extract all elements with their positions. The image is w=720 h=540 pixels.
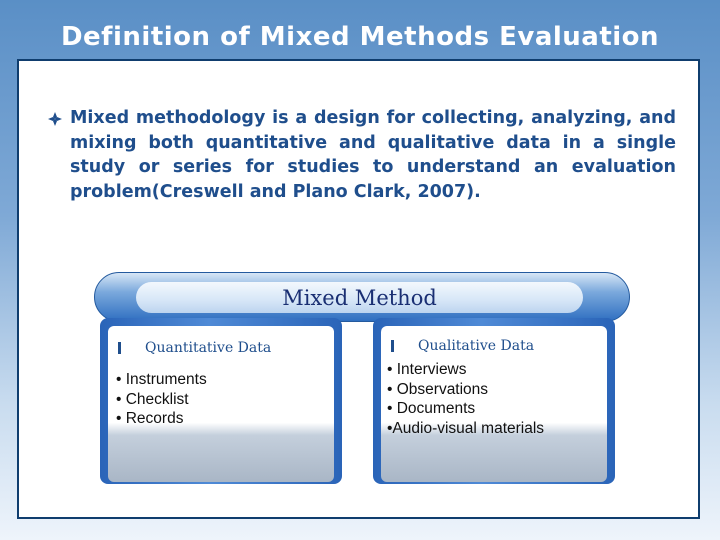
definition-bullet xyxy=(48,106,678,204)
quantitative-list xyxy=(116,370,207,429)
qualitative-panel-body xyxy=(381,326,607,482)
quantitative-panel-body xyxy=(108,326,334,482)
qualitative-title: Qualitative Data xyxy=(418,338,535,354)
panel-marker-icon xyxy=(118,342,121,354)
slide-title: Definition of Mixed Methods Evaluation xyxy=(60,22,660,52)
list-item: • Documents xyxy=(387,400,476,417)
list-item: • Records xyxy=(116,410,184,427)
list-item: •Audio-visual materials xyxy=(387,419,545,437)
quantitative-panel xyxy=(100,318,342,484)
mixed-method-header xyxy=(136,282,583,313)
list-item: • Checklist xyxy=(116,390,189,408)
qualitative-list xyxy=(387,360,544,438)
panel-marker-icon xyxy=(391,340,394,352)
definition-text: Mixed methodology is a design for collecting, analyzing, and mixing both quantitative and qualitative data in a single study or series for studies to understand an evaluation problem(Creswell and Plano Clark, 2007). xyxy=(70,108,676,202)
quantitative-title: Quantitative Data xyxy=(145,340,272,356)
list-item: • Instruments xyxy=(116,371,207,388)
qualitative-panel-header xyxy=(391,338,534,354)
mixed-method-label: Mixed Method xyxy=(282,285,437,310)
list-item: • Interviews xyxy=(387,361,467,378)
diamond-bullet-icon xyxy=(48,112,62,126)
qualitative-panel xyxy=(373,318,615,484)
quantitative-panel-header xyxy=(118,340,271,356)
list-item: • Observations xyxy=(387,380,489,398)
